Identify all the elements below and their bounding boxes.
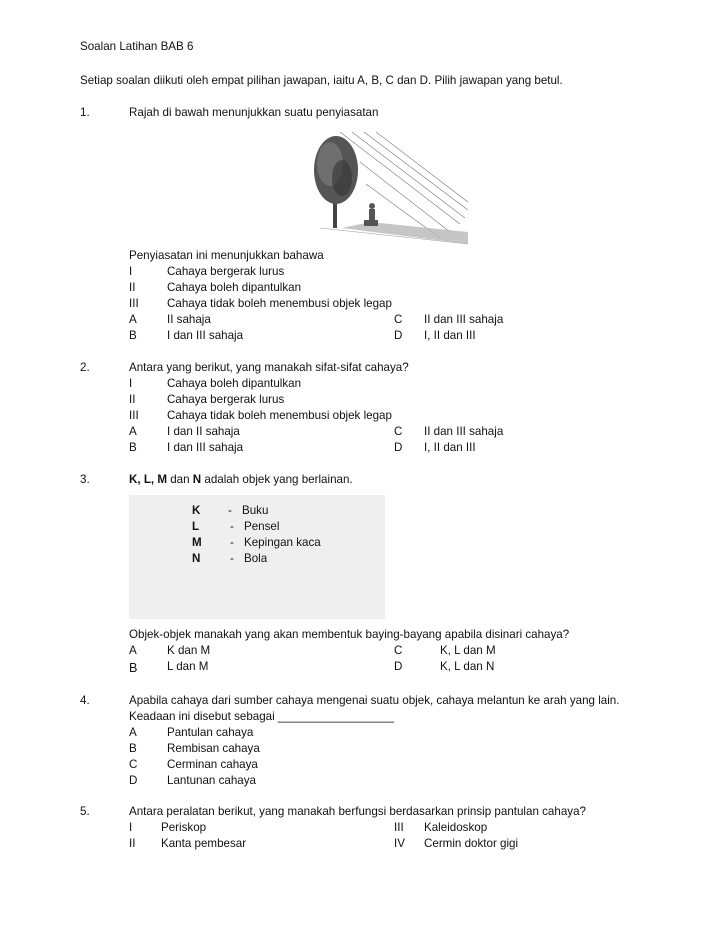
q2-option-c: II dan III sahaja: [424, 425, 504, 438]
object-dash: -: [230, 536, 234, 549]
q2-statement-roman: I: [129, 377, 133, 390]
q5-item-text: Kaleidoskop: [424, 821, 488, 834]
q1-option-c: II dan III sahaja: [424, 313, 504, 326]
q1-option-d: I, II dan III: [424, 329, 476, 342]
q4-option-text: Lantunan cahaya: [167, 774, 256, 787]
q1-option-letter: C: [394, 313, 403, 326]
object-dash: -: [230, 552, 234, 565]
q3-option-d: K, L dan N: [440, 660, 495, 673]
q5-item-roman: IV: [394, 837, 405, 850]
q2-option-d: I, II dan III: [424, 441, 476, 454]
q4-option-letter: B: [129, 742, 137, 755]
q5-item-roman: III: [394, 821, 404, 834]
q3-stem-rest: adalah objek yang berlainan.: [201, 473, 353, 486]
q3-option-letter: C: [394, 644, 403, 657]
q1-option-letter: B: [129, 329, 137, 342]
q5-item-text: Cermin doktor gigi: [424, 837, 519, 850]
q4-number: 4.: [80, 694, 90, 707]
q1-statement-text: Cahaya tidak boleh menembusi objek legap: [167, 297, 392, 310]
q4-option-text: Cerminan cahaya: [167, 758, 258, 771]
q4-option-text: Rembisan cahaya: [167, 742, 260, 755]
q3-stem-bold2: N: [192, 473, 202, 486]
q1-option-letter: D: [394, 329, 403, 342]
q2-option-letter: D: [394, 441, 403, 454]
q1-statement-text: Cahaya boleh dipantulkan: [167, 281, 302, 294]
q2-option-letter: C: [394, 425, 403, 438]
q5-stem: Antara peralatan berikut, yang manakah berfungsi berdasarkan prinsip pantulan cahaya?: [129, 805, 586, 818]
object-key: L: [192, 520, 200, 533]
q4-stem: Apabila cahaya dari sumber cahaya mengenai suatu objek, cahaya melantun ke arah yang lain.: [129, 694, 620, 707]
instructions: Setiap soalan diikuti oleh empat pilihan jawapan, iaitu A, B, C dan D. Pilih jawapan yang betul.: [80, 74, 563, 87]
q3-option-c: K, L dan M: [440, 644, 496, 657]
q2-number: 2.: [80, 361, 90, 374]
q1-statement-roman: I: [129, 265, 133, 278]
q5-item-text: Kanta pembesar: [161, 837, 247, 850]
object-dash: -: [228, 504, 232, 517]
q2-option-letter: A: [129, 425, 137, 438]
q3-stem: [129, 473, 353, 487]
object-key: K: [192, 504, 201, 517]
q2-statement-roman: II: [129, 393, 136, 406]
worksheet-title: Soalan Latihan BAB 6: [80, 40, 194, 53]
q1-option-a: II sahaja: [167, 313, 211, 326]
q3-option-a: K dan M: [167, 644, 211, 657]
q3-option-letter: D: [394, 660, 403, 673]
q2-option-letter: B: [129, 441, 137, 454]
q3-stem-mid: dan: [167, 473, 193, 486]
q1-statement-text: Cahaya bergerak lurus: [167, 265, 285, 278]
q5-number: 5.: [80, 805, 90, 818]
q4-option-letter: A: [129, 726, 137, 739]
q3-option-letter: A: [129, 644, 137, 657]
q1-statement-roman: III: [129, 297, 139, 310]
q2-statement-text: Cahaya boleh dipantulkan: [167, 377, 302, 390]
person-figure: [364, 203, 378, 226]
q2-statement-text: Cahaya bergerak lurus: [167, 393, 285, 406]
q5-item-roman: II: [129, 837, 136, 850]
object-key: N: [192, 552, 201, 565]
object-name: Buku: [242, 504, 269, 517]
q4-option-text: Pantulan cahaya: [167, 726, 254, 739]
object-name: Bola: [244, 552, 268, 565]
q3-number: 3.: [80, 473, 90, 486]
q4-option-letter: D: [129, 774, 138, 787]
object-dash: -: [230, 520, 234, 533]
q2-stem: Antara yang berikut, yang manakah sifat-sifat cahaya?: [129, 361, 409, 374]
object-name: Pensel: [244, 520, 280, 533]
q1-lead: Penyiasatan ini menunjukkan bahawa: [129, 249, 324, 262]
q4-stem-2: Keadaan ini disebut sebagai __________________: [129, 710, 394, 723]
q2-statement-text: Cahaya tidak boleh menembusi objek legap: [167, 409, 392, 422]
q3-stem-bold: K, L, M: [129, 473, 167, 486]
object-key: M: [192, 536, 202, 549]
q5-item-roman: I: [129, 821, 133, 834]
object-name: Kepingan kaca: [244, 536, 321, 549]
q2-option-b: I dan III sahaja: [167, 441, 244, 454]
investigation-diagram: [300, 128, 470, 246]
q3-question: Objek-objek manakah yang akan membentuk baying-bayang apabila disinari cahaya?: [129, 628, 570, 641]
q1-option-letter: A: [129, 313, 137, 326]
q3-option-letter: B: [129, 661, 138, 675]
q5-item-text: Periskop: [161, 821, 207, 834]
q1-number: 1.: [80, 106, 90, 119]
q1-option-b: I dan III sahaja: [167, 329, 244, 342]
q1-stem: Rajah di bawah menunjukkan suatu penyiasatan: [129, 106, 379, 119]
q3-option-b: L dan M: [167, 660, 209, 673]
q4-option-letter: C: [129, 758, 138, 771]
q2-option-a: I dan II sahaja: [167, 425, 240, 438]
q1-statement-roman: II: [129, 281, 136, 294]
q2-statement-roman: III: [129, 409, 139, 422]
